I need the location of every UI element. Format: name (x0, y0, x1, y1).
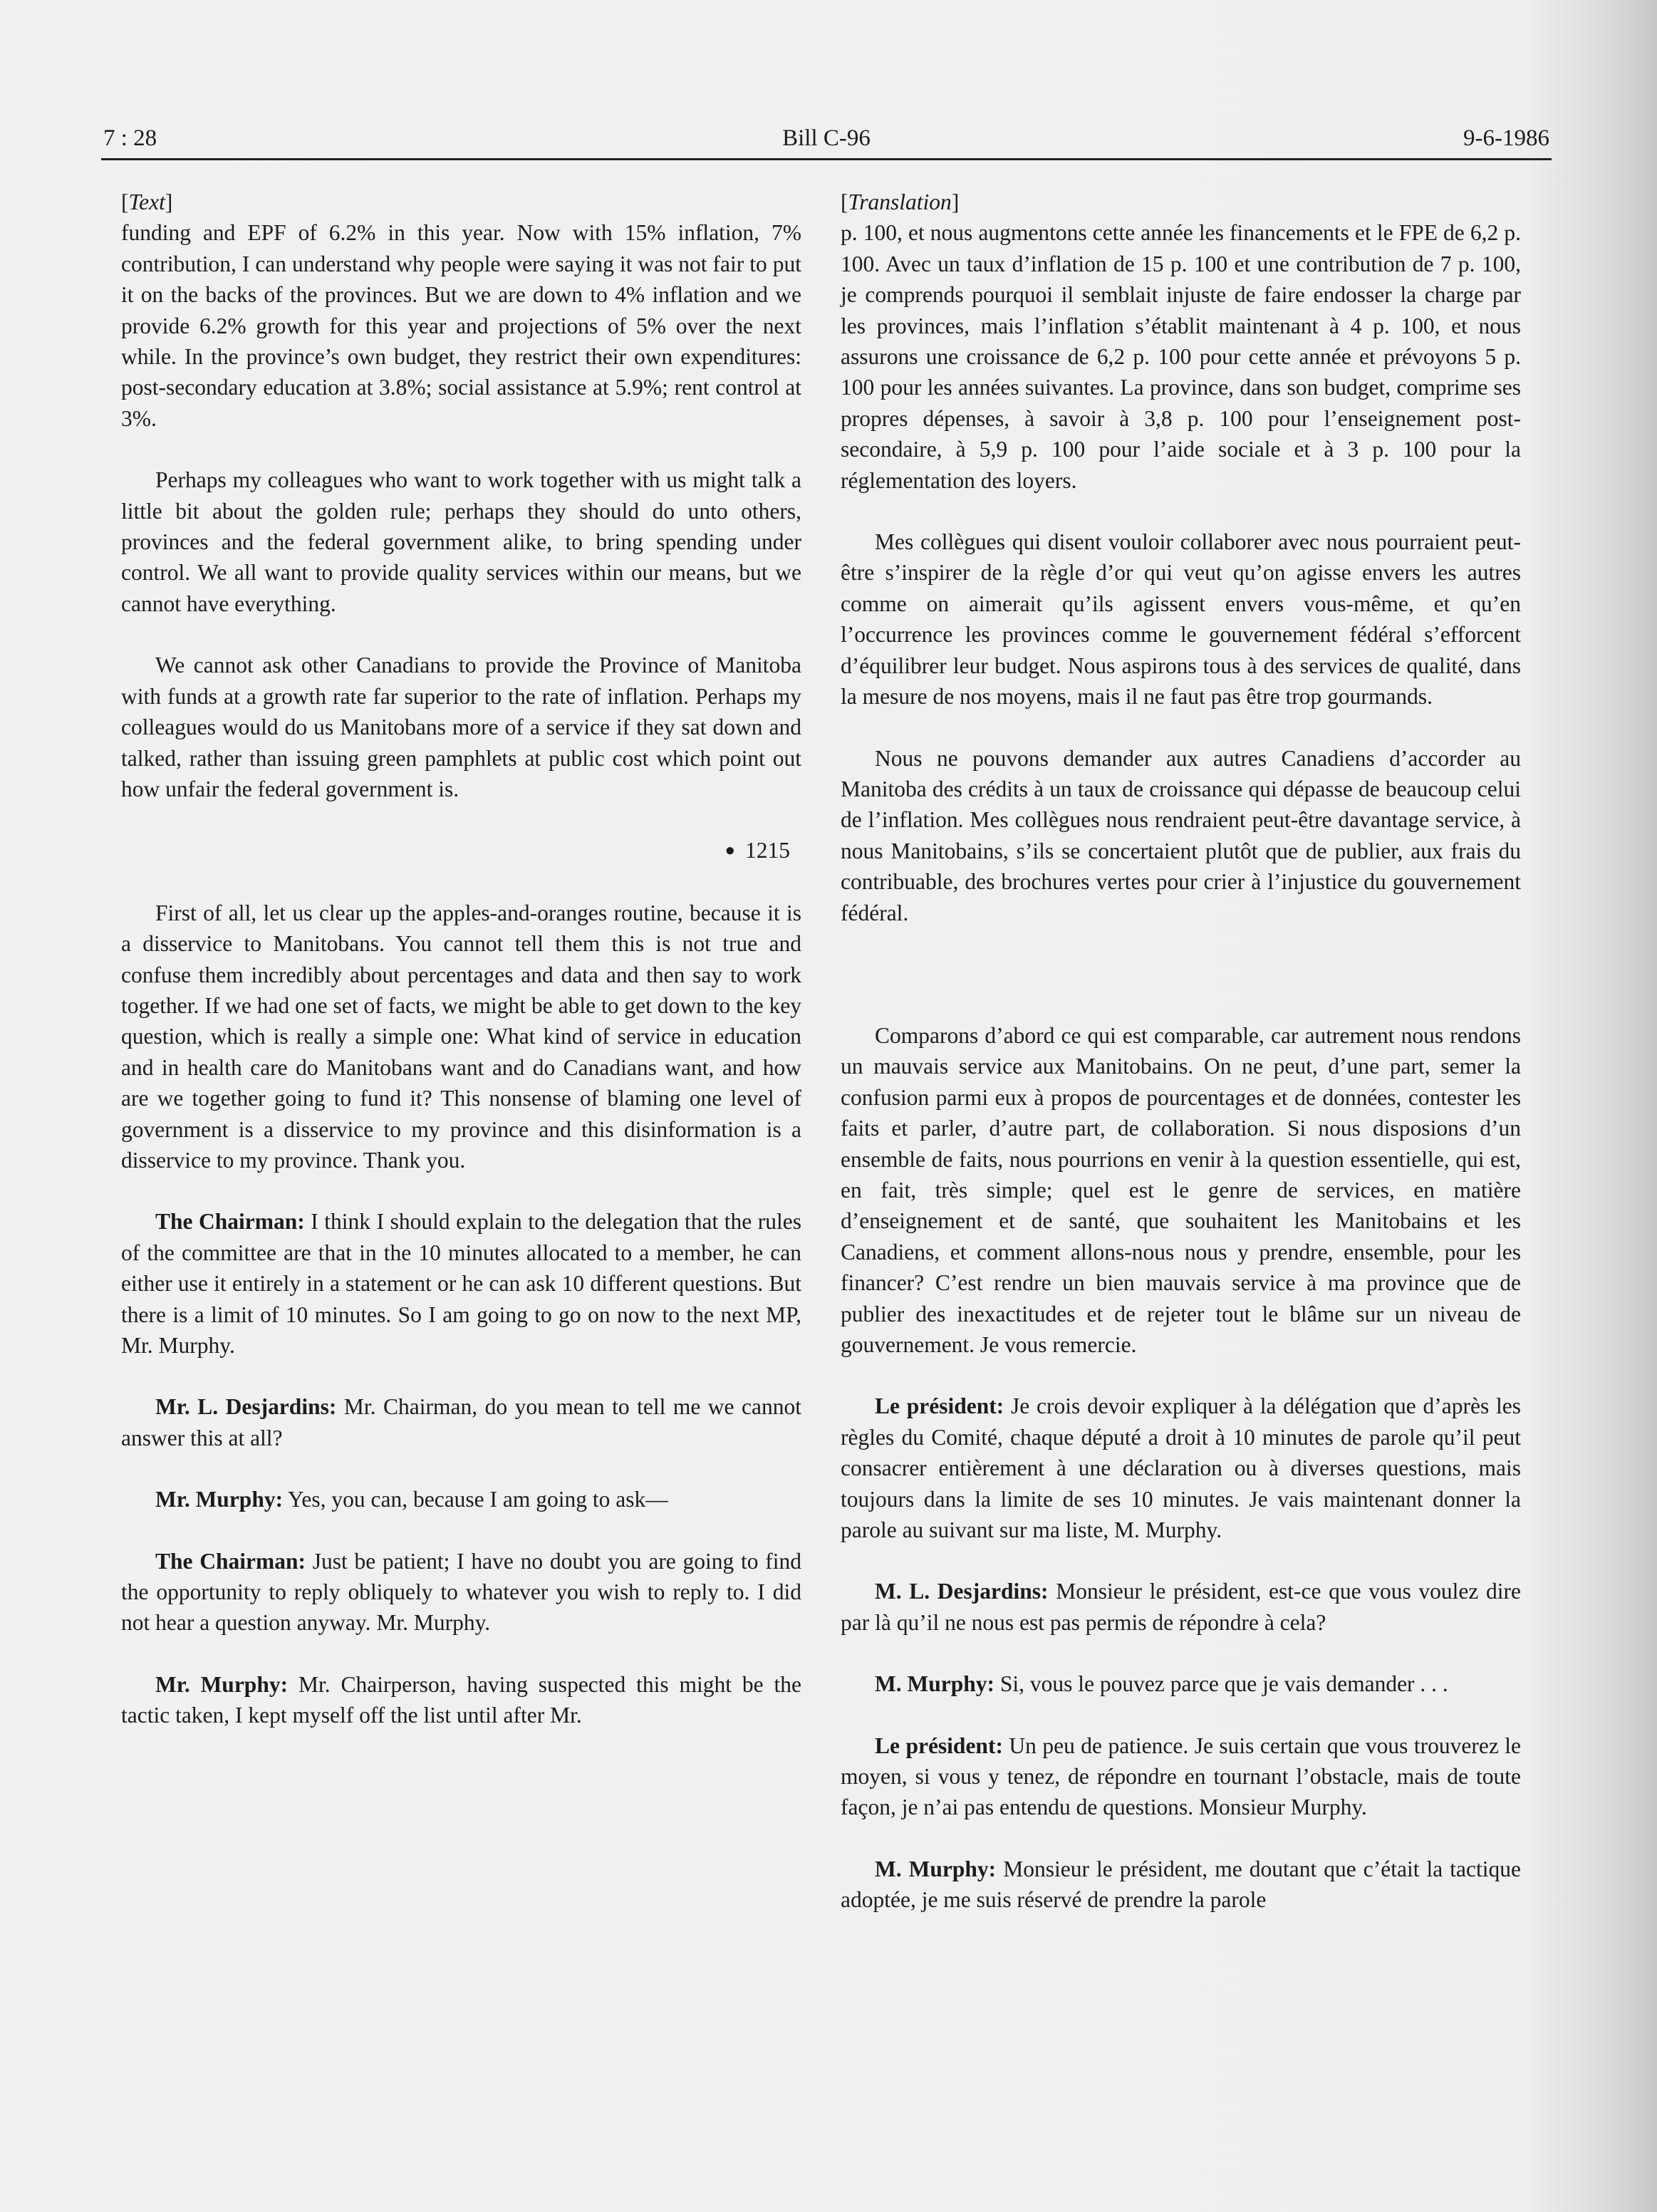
speaker-paragraph: Le président: Je crois devoir expliquer à la délégation que d’après les règles du Comité, chaque député a droit à 10 minutes de parole qu’il peut consacrer entièrement à une déclaration ou à diverses questions, mais toujours dans la limite de ses 10 minutes. Je vais maintenant donner la parole au suivant sur ma liste, M. Murphy. (841, 1393, 1521, 1543)
speaker-name: Mr. L. Desjardins: (155, 1394, 337, 1420)
speaker-paragraph: Mr. L. Desjardins: Mr. Chairman, do you mean to tell me we cannot answer this at all? (121, 1394, 802, 1450)
speaker-paragraph: M. Murphy: Si, vous le pouvez parce que je vais demander . . . (875, 1671, 1448, 1697)
paragraph: funding and EPF of 6.2% in this year. Now with 15% inflation, 7% contribution, I can understand why people were saying it was not fair to put it on the backs of the provinces. But we are down to 4% inflation and we provide 6.2% growth for this year and projections of 5% over the next while. In the province’s own budget, they restrict their own expenditures: post-secondary education at 3.8%; social assistance at 5.9%; rent control at 3%. (121, 220, 801, 431)
speaker-name: M. Murphy: (875, 1856, 997, 1881)
paragraph: Comparons d’abord ce qui est comparable, car autrement nous rendons un mauvais service aux Manitobains. On ne peut, d’une part, semer la confusion parmi eux à propos de pourcentages et de données, contester les faits et parler, d’autre part, de collaboration. Si nous disposions d’un ensemble de faits, nous pourrions en venir à la question essentielle, qui est, en fait, très simple; quel est le genre de services, en matière d’enseignement et de santé, que souhaitent les Manitobains et les Canadiens, et comment allons-nous nous y prendre, ensemble, pour les financer? C’est rendre un bien mauvais service à ma province que de publier des inexactitudes et de rejeter tout le blâme sur un niveau de gouvernement. Je vous remercie. (841, 1022, 1521, 1357)
speaker-name: M. L. Desjardins: (875, 1579, 1049, 1604)
speaker-paragraph: M. Murphy: Monsieur le président, me doutant que c’était la tactique adoptée, je me suis réservé de prendre la parole (841, 1856, 1522, 1913)
french-column (841, 187, 1521, 1946)
speaker-name: Mr. Murphy: (155, 1671, 289, 1697)
speaker-name: Mr. Murphy: (155, 1487, 284, 1512)
english-column (121, 187, 801, 1762)
paragraph: p. 100, et nous augmentons cette année les financements et le FPE de 6,2 p. 100. Avec un taux d’inflation de 15 p. 100 et une contribution de 7 p. 100, je comprends pourquoi il semblait injuste de faire endosser la charge par les provinces, mais l’inflation s’établit maintenant à 4 p. 100, et nous assurons une croissance de 6,2 p. 100 pour cette année et prévoyons 5 p. 100 pour les années suivantes. La province, dans son budget, comprime ses propres dépenses, à savoir à 3,8 p. 100 pour l’enseignement post-secondaire, à 5,9 p. 100 pour l’aide sociale et à 3 p. 100 pour la réglementation des loyers. (841, 220, 1521, 493)
speaker-name: The Chairman: (155, 1548, 306, 1574)
speaker-paragraph: Mr. Murphy: Mr. Chairperson, having suspected this might be the tactic taken, I kept myself off the list until after Mr. (121, 1671, 801, 1728)
time-marker: ● 1215 (724, 838, 790, 863)
speaker-name: Le président: (875, 1393, 1004, 1419)
paragraph: Nous ne pouvons demander aux autres Canadiens d’accorder au Manitoba des crédits à un taux de croissance qui dépasse de beaucoup celui de l’inflation. Mes collègues nous rendraient peut-être davantage service, à nous Manitobains, s’ils se concertaient plutôt que de publier, aux frais du contribuable, des brochures vertes pour crier à l’injustice du gouvernement fédéral. (841, 745, 1521, 925)
page-number: 7 : 28 (103, 125, 157, 151)
speaker-paragraph: M. L. Desjardins: Monsieur le président, est-ce que vous voulez dire par là qu’il ne nous est pas permis de répondre à cela? (841, 1579, 1521, 1635)
speaker-name: Le président: (875, 1733, 1003, 1758)
speaker-name: M. Murphy: (875, 1671, 994, 1697)
speaker-paragraph: The Chairman: I think I should explain to the delegation that the rules of the committee are that in the 10 minutes allocated to a member, he can either use it entirely in a statement or he can ask 10 different questions. But there is a limit of 10 minutes. So I am going to go on now to the next MP, Mr. Murphy. (121, 1209, 802, 1358)
speaker-paragraph: The Chairman: Just be patient; I have no doubt you are going to find the opportunity to reply obliquely to whatever you wish to reply to. I did not hear a question anyway. Mr. Murphy. (121, 1548, 802, 1636)
spacer (841, 959, 1521, 1020)
text-tag: [Text] (121, 189, 173, 214)
translation-tag: [Translation] (841, 189, 960, 214)
page-header (103, 120, 1549, 162)
header-rule (101, 158, 1552, 160)
bill-title: Bill C-96 (782, 125, 871, 151)
speaker-paragraph: Le président: Un peu de patience. Je suis certain que vous trouverez le moyen, si vous y tenez, de répondre en tournant l’obstacle, mais de toute façon, je n’ai pas entendu de questions. Monsieur Murphy. (841, 1733, 1522, 1820)
bullet-icon: ● (724, 841, 735, 861)
paragraph: We cannot ask other Canadians to provide the Province of Manitoba with funds at a growth rate far superior to the rate of inflation. Perhaps my colleagues would do us Manitobans more of a service if they sat down and talked, rather than issuing green pamphlets at public cost which point out how unfair the federal government is. (121, 653, 801, 801)
speaker-name: The Chairman: (155, 1209, 305, 1235)
paragraph: Perhaps my colleagues who want to work together with us might talk a little bit about the golden rule; perhaps they should do unto others, provinces and the federal government alike, to bring spending under control. We all want to provide quality services within our means, but we cannot have everything. (121, 467, 801, 616)
speaker-paragraph: Mr. Murphy: Yes, you can, because I am going to ask— (155, 1487, 668, 1512)
header-date: 9-6-1986 (1463, 125, 1549, 151)
paragraph: Mes collègues qui disent vouloir collaborer avec nous pourraient peut-être s’inspirer de la règle d’or qui veut qu’on agisse envers les autres comme on aimerait qu’ils agissent envers vous-même, et qu’en l’occurrence les provinces comme le gouvernement fédéral s’efforcent d’équilibrer leur budget. Nous aspirons tous à des services de qualité, dans la mesure de nos moyens, mais il ne faut pas être trop gourmands. (841, 529, 1521, 710)
paragraph: First of all, let us clear up the apples-and-oranges routine, because it is a disservice to Manitobans. You cannot tell them this is not true and confuse them incredibly about percentages and data and then say to work together. If we had one set of facts, we might be able to get down to the key question, which is really a simple one: What kind of service in education and in health care do Manitobans want and do Canadians want, and how are we together going to fund it? This nonsense of blaming one level of government is a disservice to my province and this disinformation is a disservice to my province. Thank you. (121, 900, 801, 1173)
